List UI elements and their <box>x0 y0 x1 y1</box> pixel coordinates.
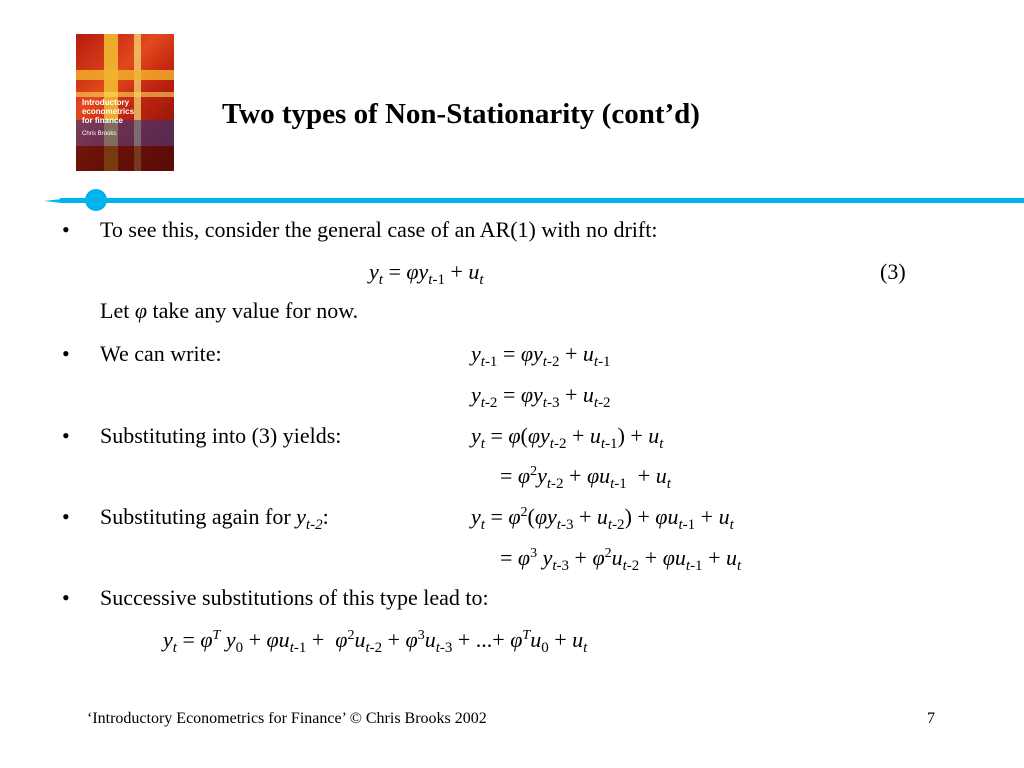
bullet-variable-subscript: t-2 <box>305 517 323 533</box>
equation-substitution-2: $y_t = \varphi^2(\varphi y_{t-3} + u_{t-2}) + \varphi u_{t-1} + u_t$ <box>471 504 734 533</box>
cover-decoration <box>76 92 174 97</box>
equation-yt-1: $y_{t-1} = \varphi y_{t-2} + u_{t-1}$ <box>471 341 611 370</box>
bullet-text: Substituting into (3) yields: <box>100 423 342 448</box>
cover-decoration <box>76 146 174 171</box>
equation-number: (3) <box>880 259 906 284</box>
equation-general-form: $y_t = \varphi^T$ $y_0 + \varphi u_{t-1} + \varphi^2u_{t-2} + \varphi^3u_{t-3}$ + ...+ $\varphi^Tu_0 + u_t$ <box>163 627 588 656</box>
bullet-marker: • <box>62 585 70 610</box>
bullet-marker: • <box>62 504 70 529</box>
equation-substitution-1b: = $\varphi^2y_{t-2} + \varphi u_{t-1} + u_t$ <box>500 463 671 492</box>
let-phi-after: take any value for now. <box>147 298 359 323</box>
book-cover-title-line: Introductory <box>82 98 130 107</box>
bullet-text: Successive substitutions of this type lead to: <box>100 585 489 610</box>
bullet-text-after: : <box>322 504 329 529</box>
let-phi-line <box>100 298 358 324</box>
footer-citation: ‘Introductory Econometrics for Finance’ © Chris Brooks 2002 <box>87 710 487 727</box>
book-cover-title-line: econometrics <box>82 107 135 116</box>
bullet-text: We can write: <box>100 341 222 366</box>
bullet-marker: • <box>62 423 70 448</box>
bullet-text-before: Substituting again for <box>100 504 297 529</box>
bullet-text: To see this, consider the general case of an AR(1) with no drift: <box>100 217 658 242</box>
page-number: 7 <box>927 710 935 727</box>
bullet-variable: y <box>296 504 306 529</box>
book-cover-title-line: for finance <box>82 116 123 125</box>
cover-decoration <box>76 70 174 80</box>
bullet-text <box>100 504 329 533</box>
equation-substitution-1: $y_t = \varphi(\varphi y_{t-2} + u_{t-1}) + u_t$ <box>471 423 664 452</box>
slide-title: Two types of Non-Stationarity (cont’d) <box>222 98 700 130</box>
book-cover-image <box>76 34 174 171</box>
equation-yt-2: $y_{t-2} = \varphi y_{t-3} + u_{t-2}$ <box>471 382 611 411</box>
book-cover-title <box>82 98 172 125</box>
let-phi-before: Let <box>100 298 135 323</box>
equation-substitution-2b: = $\varphi^3$ $y_{t-3} + \varphi^2u_{t-2} + \varphi u_{t-1} + u_t$ <box>500 545 742 574</box>
bullet-marker: • <box>62 341 70 366</box>
header-rule <box>60 198 1024 203</box>
bullet-marker: • <box>62 217 70 242</box>
phi-symbol: φ <box>134 298 147 323</box>
header-rule-dot <box>85 189 107 211</box>
book-cover-author: Chris Brooks <box>82 131 117 137</box>
equation-ar1: $y_t = \varphi y_{t-1} + u_t$ <box>369 259 484 288</box>
